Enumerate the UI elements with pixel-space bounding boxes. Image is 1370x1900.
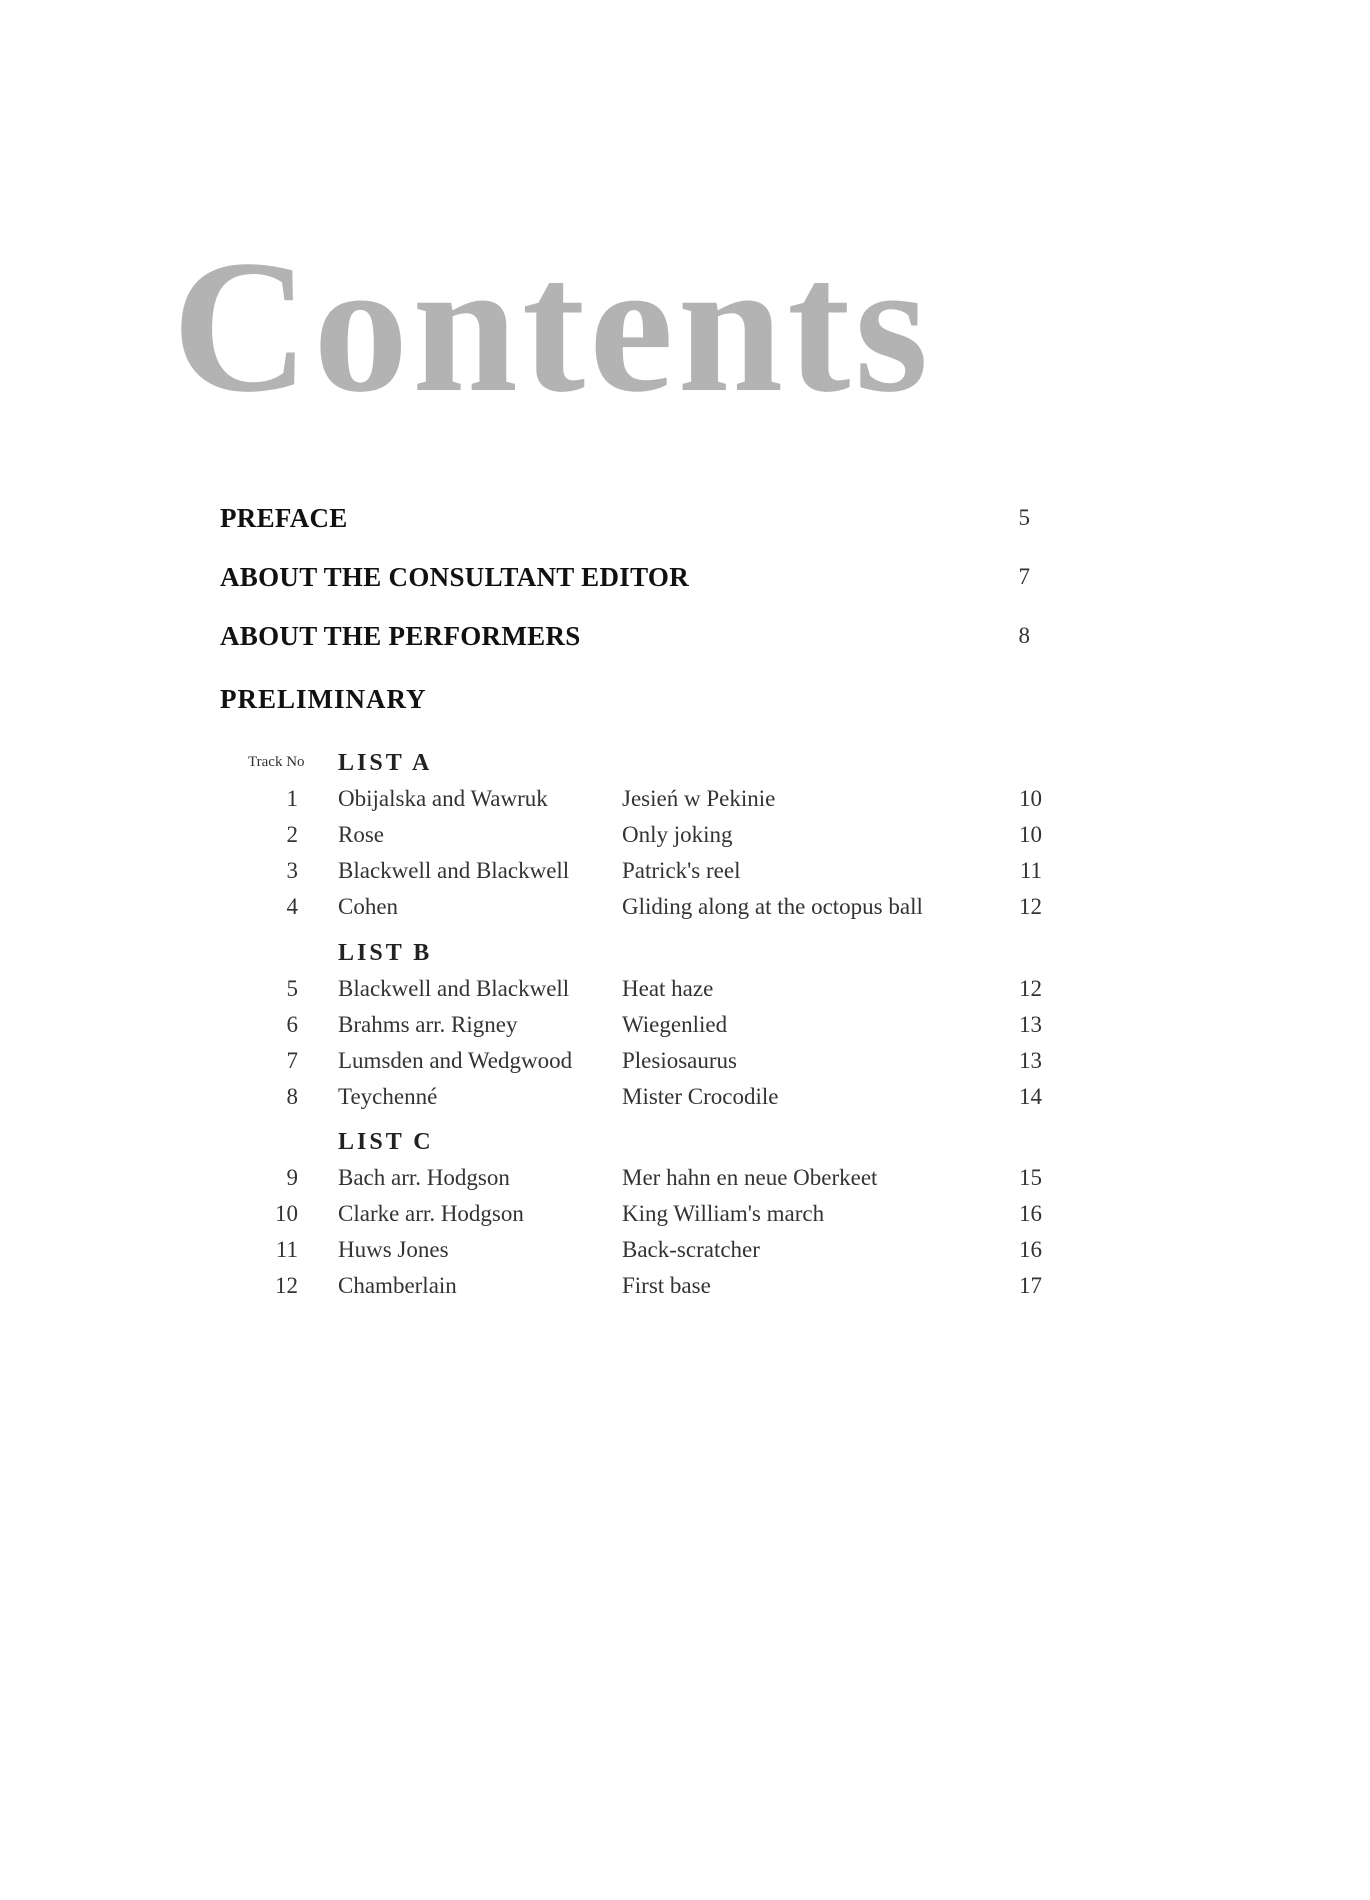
track-number: 12 (275, 1273, 298, 1298)
piece-title: Mer hahn en neue Oberkeet (622, 1165, 878, 1190)
page-number: 10 (1019, 786, 1042, 811)
piece-title: Only joking (622, 822, 733, 847)
page-number: 15 (1019, 1165, 1042, 1190)
toc-entry-label: ABOUT THE CONSULTANT EDITOR (220, 562, 690, 592)
preliminary-heading: PRELIMINARY (220, 684, 427, 714)
table-row[interactable] (0, 858, 1370, 892)
track-number: 7 (286, 1048, 298, 1073)
page-number: 11 (1019, 858, 1042, 883)
page-number: 13 (1019, 1048, 1042, 1073)
composer: Teychenné (338, 1084, 438, 1109)
composer: Chamberlain (338, 1273, 457, 1298)
table-row[interactable] (0, 1012, 1370, 1046)
composer: Brahms arr. Rigney (338, 1012, 518, 1037)
piece-title: Heat haze (622, 976, 714, 1001)
page-number: 13 (1019, 1012, 1042, 1037)
track-no-label: Track No (248, 754, 305, 770)
piece-title: Gliding along at the octopus ball (622, 894, 923, 919)
toc-entry-page: 5 (1018, 505, 1030, 530)
piece-title: Wiegenlied (622, 1012, 728, 1037)
composer: Huws Jones (338, 1237, 449, 1262)
list-c-heading: LIST C (338, 1129, 434, 1155)
table-row[interactable] (0, 976, 1370, 1010)
toc-entry-label: ABOUT THE PERFORMERS (220, 621, 581, 651)
page-number: 17 (1019, 1273, 1042, 1298)
list-b-heading: LIST B (338, 940, 433, 966)
table-row[interactable] (0, 1201, 1370, 1235)
table-row[interactable] (0, 1237, 1370, 1271)
page-number: 12 (1019, 976, 1042, 1001)
track-number: 6 (286, 1012, 298, 1037)
composer: Rose (338, 822, 384, 847)
composer: Obijalska and Wawruk (338, 786, 548, 811)
track-number: 1 (286, 786, 298, 811)
page-number: 14 (1019, 1084, 1042, 1109)
table-row[interactable] (0, 1273, 1370, 1307)
toc-entry-about-performers[interactable] (220, 621, 1030, 661)
table-row[interactable] (0, 1084, 1370, 1118)
track-number: 3 (286, 858, 298, 883)
track-number: 10 (275, 1201, 298, 1226)
page-number: 16 (1019, 1237, 1042, 1262)
piece-title: Back-scratcher (622, 1237, 760, 1262)
track-number: 4 (286, 894, 298, 919)
piece-title: First base (622, 1273, 711, 1298)
piece-title: Jesień w Pekinie (622, 786, 776, 811)
piece-title: King William's march (622, 1201, 825, 1226)
track-number: 9 (286, 1165, 298, 1190)
toc-entry-label: PREFACE (220, 503, 348, 533)
page-number: 12 (1019, 894, 1042, 919)
track-number: 8 (286, 1084, 298, 1109)
piece-title: Mister Crocodile (622, 1084, 779, 1109)
page-number: 10 (1019, 822, 1042, 847)
table-row[interactable] (0, 822, 1370, 856)
composer: Blackwell and Blackwell (338, 976, 570, 1001)
page-number: 16 (1019, 1201, 1042, 1226)
composer: Bach arr. Hodgson (338, 1165, 510, 1190)
composer: Blackwell and Blackwell (338, 858, 570, 883)
composer: Clarke arr. Hodgson (338, 1201, 524, 1226)
track-number: 5 (286, 976, 298, 1001)
toc-entry-preface[interactable] (220, 503, 1030, 543)
table-row[interactable] (0, 786, 1370, 820)
table-row[interactable] (0, 1165, 1370, 1199)
composer: Cohen (338, 894, 399, 919)
table-row[interactable] (0, 894, 1370, 928)
composer: Lumsden and Wedgwood (338, 1048, 573, 1073)
table-row[interactable] (0, 1048, 1370, 1082)
list-a-heading: LIST A (338, 750, 433, 776)
piece-title: Patrick's reel (622, 858, 741, 883)
track-number: 11 (275, 1237, 298, 1262)
page-title: Contents (172, 222, 933, 432)
piece-title: Plesiosaurus (622, 1048, 737, 1073)
toc-entry-page: 7 (1018, 564, 1030, 589)
track-number: 2 (286, 822, 298, 847)
toc-entry-about-consultant-editor[interactable] (220, 562, 1030, 602)
toc-entry-page: 8 (1018, 623, 1030, 648)
